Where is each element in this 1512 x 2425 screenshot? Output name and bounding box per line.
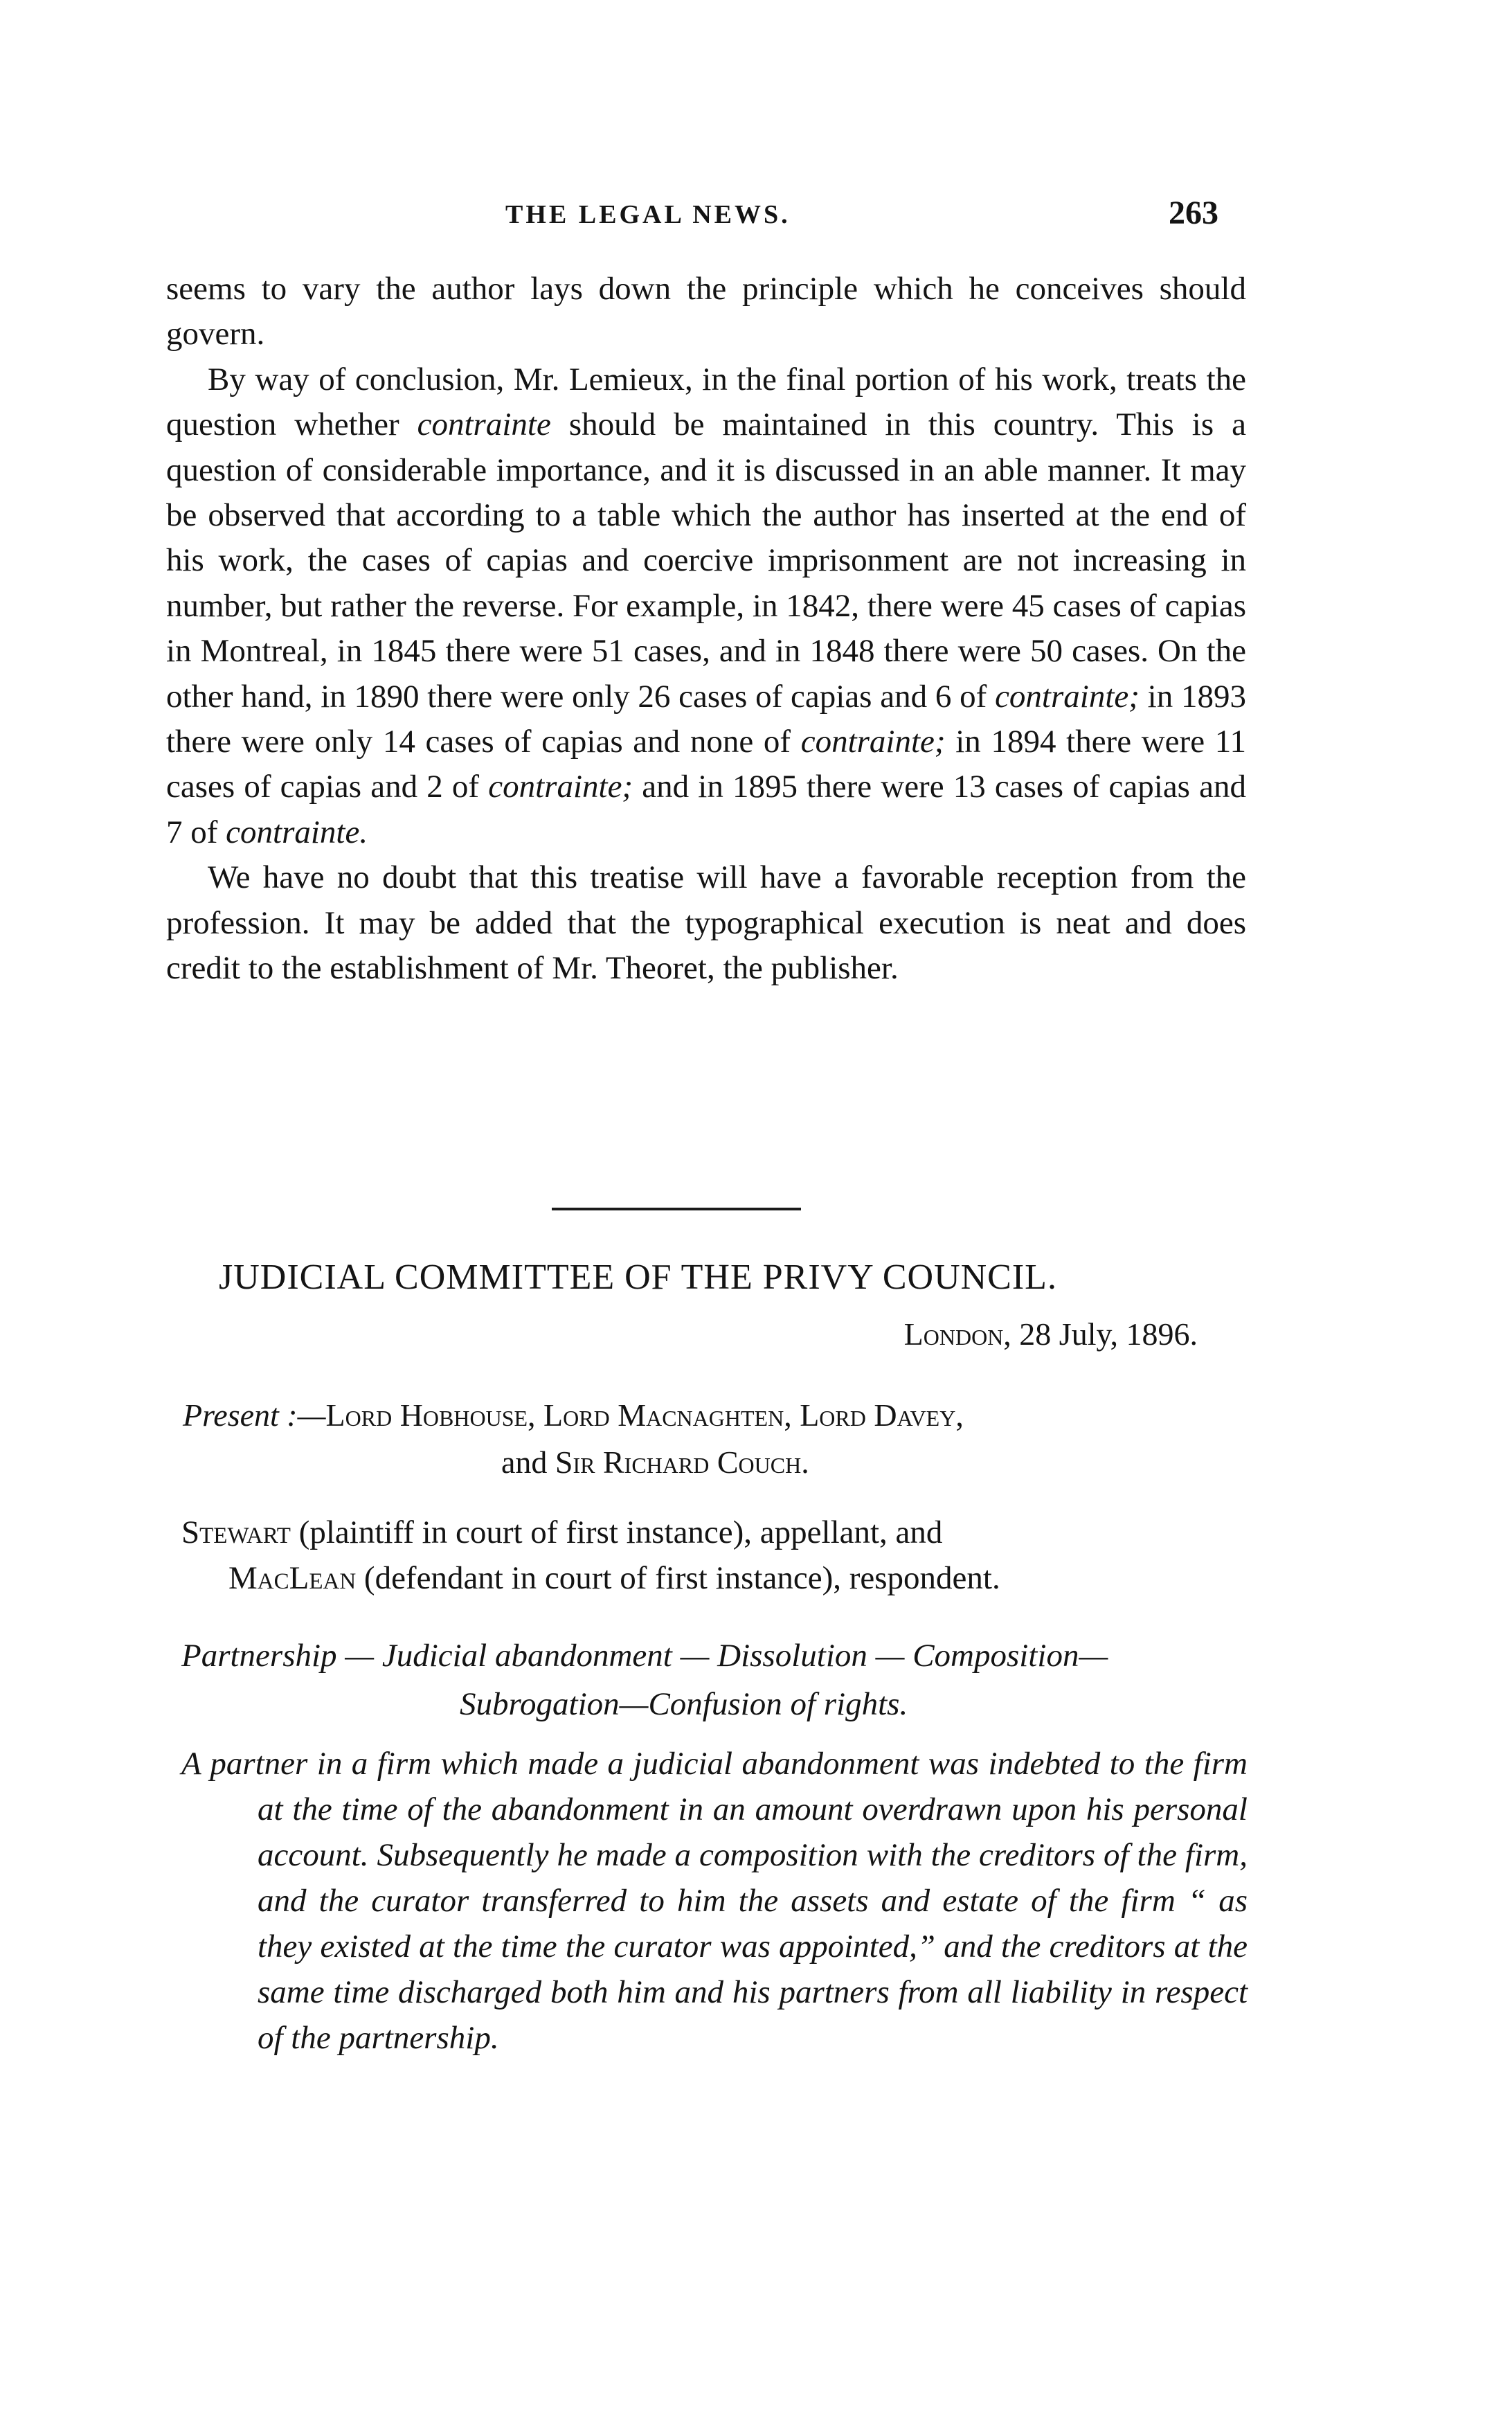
- catchwords-line: Subrogation—Confusion of rights.: [460, 1686, 908, 1722]
- respondent-line: [181, 1555, 1261, 1601]
- paragraph-text: should be maintained in this country. This is a question of considerable importance, and it is discussed in an able manner. It may be observed that according to a table which the author has inserted at the end of his work, the cases of capias and coercive imprisonment are not increasing in number, but rather the reverse. For example, in 1842, there were 45 cases of capias in Montreal, in 1845 there were 51 cases, and in 1848 there were 50 cases. On the other hand, in 1890 there were only 26 cases of capias and 6 of: [166, 406, 1246, 715]
- running-head: THE LEGAL NEWS.: [505, 200, 791, 229]
- page-number: 263: [1169, 195, 1218, 231]
- judges-list: Sir Richard Couch.: [555, 1444, 809, 1480]
- respondent-name: MacLean: [228, 1560, 357, 1596]
- section-title: JUDICIAL COMMITTEE OF THE PRIVY COUNCIL.: [219, 1258, 1057, 1297]
- syllabus-text: A partner in a firm which made a judicial abandonment was indebted to the firm at the time of the abandonment in an amount overdrawn upon his personal account. Subsequently he made a composition with the creditors of the firm, and the curator transferred to him the assets and estate of the firm “ as they existed at the time the curator was appointed,” and the creditors at the same time discharged both him and his partners from all liability in respect of the partnership.: [181, 1746, 1248, 2056]
- syllabus: [181, 1741, 1248, 2061]
- paragraph-conclusion: [166, 357, 1246, 855]
- catchwords: [181, 1631, 1261, 1728]
- judges-list: Lord Hobhouse, Lord Macnaghten, Lord Davey,: [325, 1397, 964, 1433]
- catchwords-line: Partnership — Judicial abandonment — Dissolution — Composition—: [181, 1638, 1108, 1674]
- paragraph-continuation: seems to vary the author lays down the principle which he conceives should govern.: [166, 271, 1246, 352]
- paragraph-text: in 1893 there were only 14 cases of capias and none of: [166, 678, 1246, 760]
- bench-listing: [183, 1392, 1249, 1486]
- paragraph-closing: We have no doubt that this treatise will have a favorable reception from the profession. It may be added that the typographical execution is neat and does credit to the establishment of Mr. Theoret, the publisher.: [166, 859, 1246, 987]
- respondent-role: (defendant in court of first instance), respondent.: [356, 1560, 1000, 1596]
- italic-term: contrainte;: [488, 769, 633, 805]
- bench-line: [183, 1392, 1249, 1439]
- italic-term: contrainte: [417, 406, 551, 443]
- paragraph-text: in 1894 there were 11 cases of capias and 2 of: [166, 724, 1246, 805]
- appellant-name: Stewart: [181, 1514, 291, 1550]
- paragraph-text: and in 1895 there were 13 cases of capias and 7 of: [166, 769, 1246, 850]
- case-parties: [181, 1510, 1261, 1601]
- appellant-line: [181, 1510, 1261, 1555]
- review-body: [166, 267, 1246, 992]
- dateline-date: 28 July, 1896.: [1011, 1316, 1198, 1352]
- italic-term: contrainte;: [800, 724, 946, 760]
- paragraph-text: By way of conclusion, Mr. Lemieux, in the final portion of his work, treats the question whether: [166, 361, 1246, 443]
- conjunction: and: [501, 1444, 555, 1480]
- dateline-place: London,: [903, 1316, 1011, 1352]
- present-label: Present :—: [183, 1397, 326, 1433]
- page-header: [166, 194, 1246, 242]
- italic-term: contrainte.: [226, 814, 368, 850]
- appellant-role: (plaintiff in court of first instance), appellant, and: [290, 1514, 943, 1550]
- bench-line: [183, 1439, 1249, 1486]
- section-divider: [552, 1208, 801, 1210]
- dateline: [904, 1316, 1198, 1352]
- italic-term: contrainte;: [995, 678, 1140, 715]
